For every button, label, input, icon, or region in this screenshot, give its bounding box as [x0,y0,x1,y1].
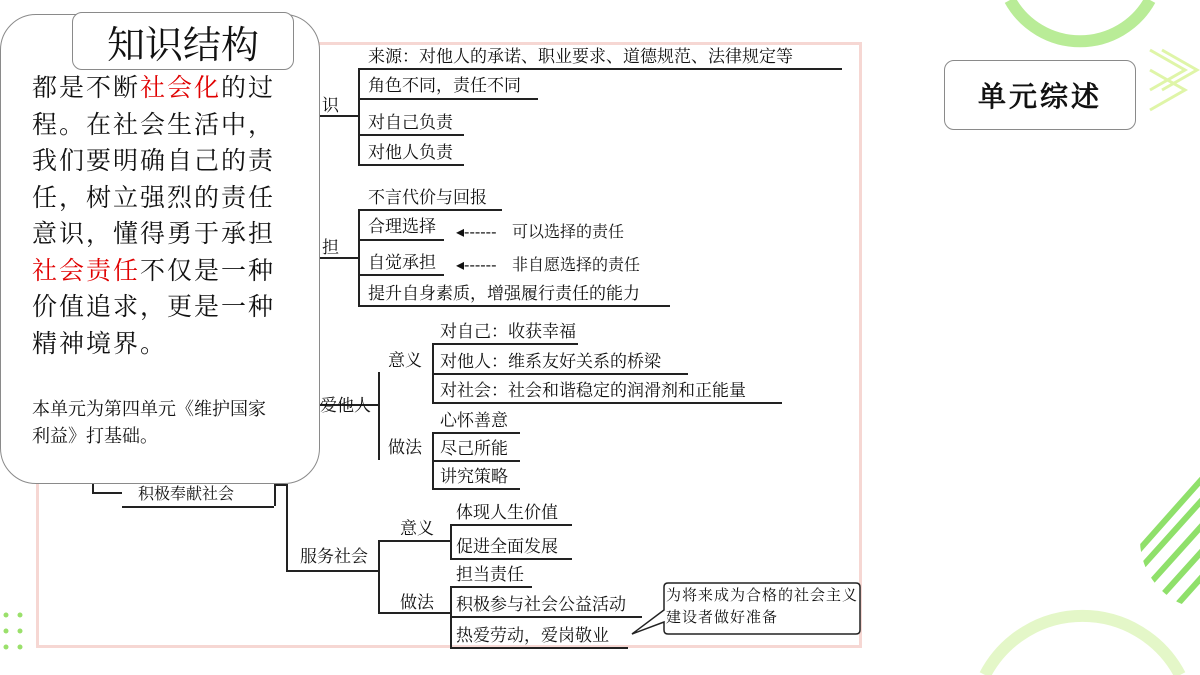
branch-label-3: 爱他人 [320,396,371,416]
note-choosable: 可以选择的责任 [512,222,625,241]
section-title: 知识结构 [72,12,294,70]
note-involuntary: 非自愿选择的责任 [512,255,641,274]
care-meaning-2: 对他人：维系友好关系的桥梁 [440,352,661,372]
service-meaning: 意义 [400,519,434,539]
summary-paragraph [32,70,277,362]
node-conscious-bearing: 自觉承担 [368,253,436,273]
node-improve-quality: 提升自身素质，增强履行责任的能力 [368,284,640,304]
arrow-involuntary: ◂------ [456,255,497,274]
service-meaning-1: 体现人生价值 [456,503,558,523]
bubble-note: 为将来成为合格的社会主义建设者做好准备 [666,586,859,626]
service-method-3: 热爱劳动，爱岗敬业 [456,626,609,646]
node-no-cost: 不言代价与回报 [368,188,487,208]
highlight-socialization: 社会化 [140,73,222,102]
care-meaning-1: 对自己：收获幸福 [440,322,576,342]
care-meaning-3: 对社会：社会和谐稳定的润滑剂和正能量 [440,381,746,401]
node-source: 来源：对他人的承诺、职业要求、道德规范、法律规定等 [368,47,793,67]
summary-text-a: 都是不断 [32,73,141,102]
care-method-2: 尽己所能 [440,439,508,459]
highlight-social-responsibility: 社会责任 [32,255,141,285]
root-contribute-society: 积极奉献社会 [138,484,235,503]
node-self-responsibility: 对自己负责 [368,113,453,133]
branch-label-2: 担 [322,238,339,258]
branch-label-1: 识 [322,96,339,116]
unit-summary-button[interactable]: 单元综述 [944,60,1136,130]
service-method-2: 积极参与社会公益活动 [456,595,626,615]
care-method-1: 心怀善意 [440,411,508,431]
node-others-responsibility: 对他人负责 [368,143,453,163]
summary-text-c: 不仅是一种价值追求，更是一种精神境界。 [32,255,276,358]
service-meaning-2: 促进全面发展 [456,537,558,557]
arrow-choice: ◂------ [456,222,497,241]
node-reasonable-choice: 合理选择 [368,217,436,237]
care-meaning: 意义 [388,351,422,371]
node-role: 角色不同，责任不同 [368,76,521,96]
service-method-1: 担当责任 [456,565,524,585]
summary-note: 本单元为第四单元《维护国家利益》打基础。 [32,399,266,447]
service-method: 做法 [400,593,434,613]
branch-serve-society: 服务社会 [300,547,368,567]
care-method: 做法 [388,438,422,458]
summary-text-b: 的过程。在社会生活中，我们要明确自己的责任，树立强烈的责任意识，懂得勇于承担 [32,73,276,248]
care-method-3: 讲究策略 [440,467,508,487]
